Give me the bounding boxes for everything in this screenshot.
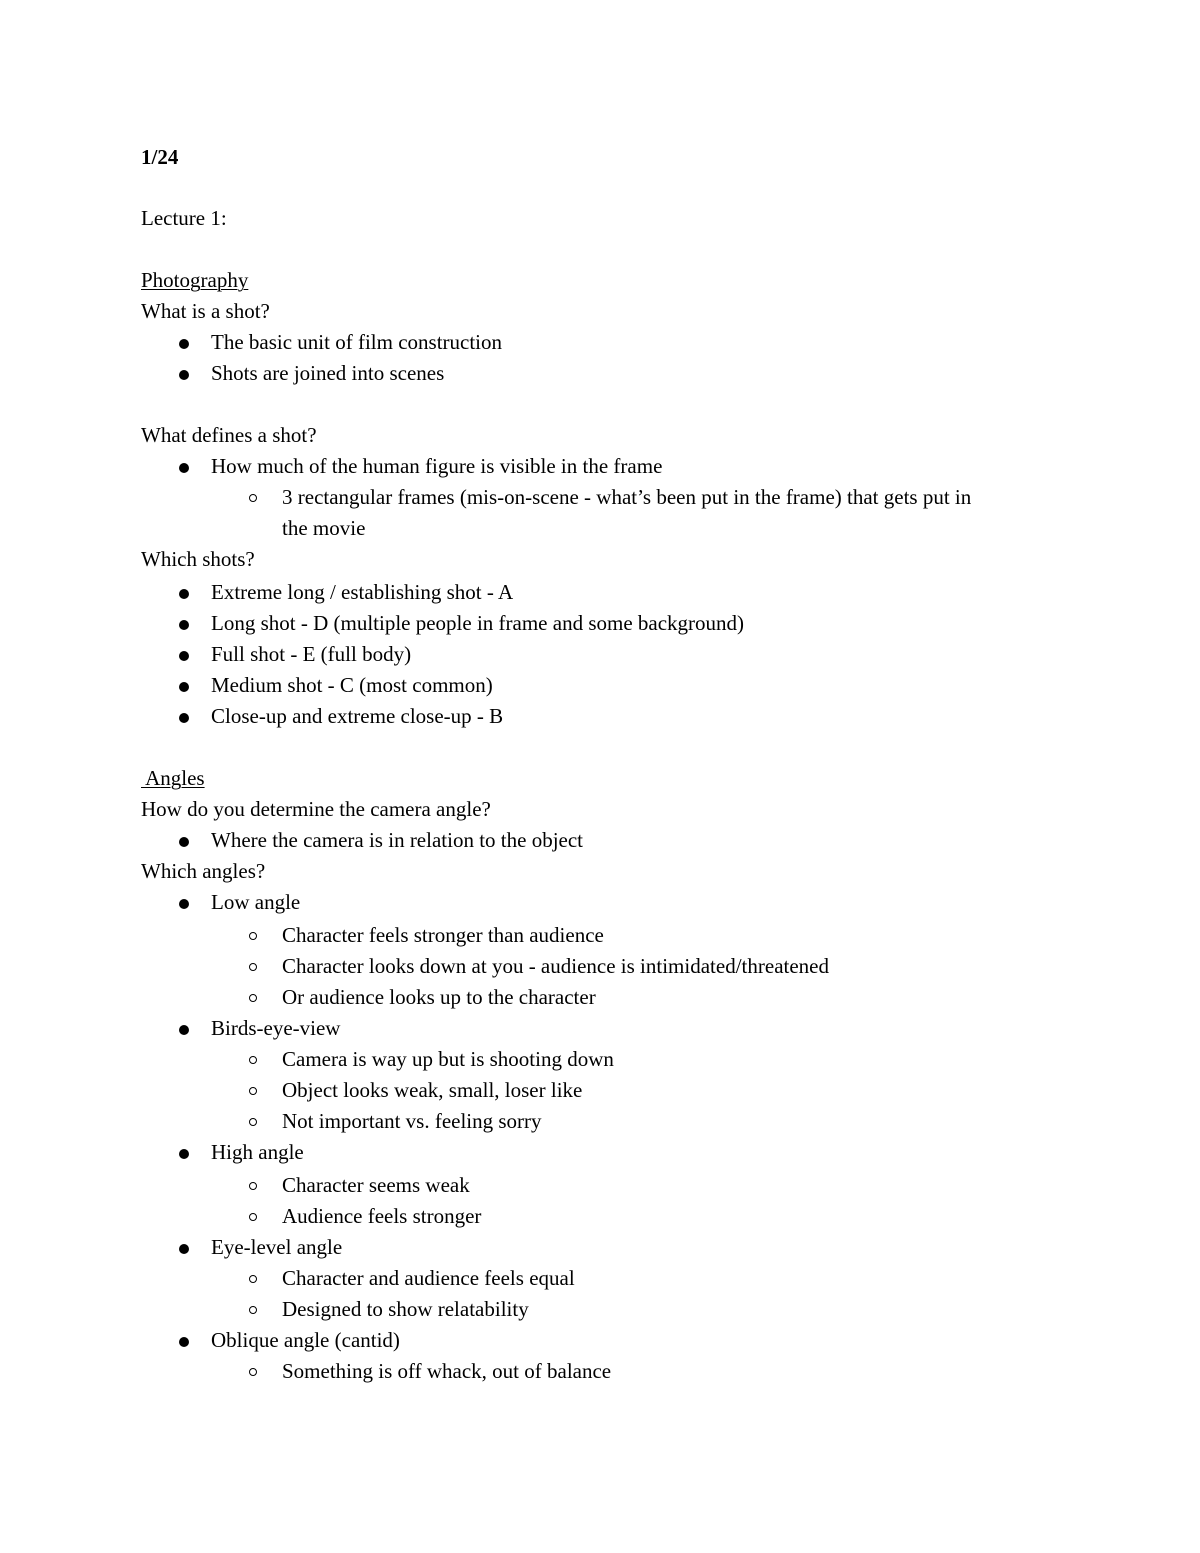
list-item: The basic unit of film construction [211, 330, 503, 354]
sub-list-item: Camera is way up but is shooting down [282, 1047, 614, 1071]
list-item: Oblique angle (cantid) [211, 1328, 400, 1352]
hollow-bullet-icon [249, 1087, 257, 1095]
hollow-bullet-icon [249, 1306, 257, 1314]
hollow-bullet-icon [249, 932, 257, 940]
list-item: Birds-eye-view [211, 1016, 341, 1040]
date-heading: 1/24 [141, 145, 179, 169]
list-item: Medium shot - C (most common) [211, 673, 493, 697]
bullet-icon [179, 1337, 189, 1347]
bullet-icon [179, 651, 189, 661]
sub-list-item: Character feels stronger than audience [282, 923, 604, 947]
question-what-is-shot: What is a shot? [141, 299, 270, 323]
section-heading-angles: Angles [141, 766, 205, 790]
sub-list-item-continuation: the movie [282, 516, 366, 540]
bullet-icon [179, 1025, 189, 1035]
list-item: Low angle [211, 890, 301, 914]
bullet-icon [179, 620, 189, 630]
question-which-shots: Which shots? [141, 547, 255, 571]
bullet-icon [179, 682, 189, 692]
bullet-icon [179, 837, 189, 847]
list-item: Full shot - E (full body) [211, 642, 412, 666]
hollow-bullet-icon [249, 1182, 257, 1190]
list-item: Shots are joined into scenes [211, 361, 445, 385]
list-item: Eye-level angle [211, 1235, 343, 1259]
lecture-title: Lecture 1: [141, 206, 227, 230]
sub-list-item: Character seems weak [282, 1173, 470, 1197]
list-item: How much of the human figure is visible in the frame [211, 454, 663, 478]
bullet-icon [179, 1149, 189, 1159]
hollow-bullet-icon [249, 963, 257, 971]
bullet-icon [179, 899, 189, 909]
sub-list-item: Something is off whack, out of balance [282, 1359, 612, 1383]
bullet-icon [179, 339, 189, 349]
list-item: High angle [211, 1140, 304, 1164]
sub-list-item: Not important vs. feeling sorry [282, 1109, 542, 1133]
sub-list-item: Audience feels stronger [282, 1204, 482, 1228]
hollow-bullet-icon [249, 1118, 257, 1126]
list-item: Where the camera is in relation to the object [211, 828, 584, 852]
sub-list-item: Character and audience feels equal [282, 1266, 575, 1290]
hollow-bullet-icon [249, 1056, 257, 1064]
question-which-angles: Which angles? [141, 859, 266, 883]
bullet-icon [179, 713, 189, 723]
section-heading-photography: Photography [141, 268, 249, 292]
hollow-bullet-icon [249, 1275, 257, 1283]
hollow-bullet-icon [249, 1368, 257, 1376]
sub-list-item: Character looks down at you - audience is intimidated/threatened [282, 954, 829, 978]
question-camera-angle: How do you determine the camera angle? [141, 797, 491, 821]
hollow-bullet-icon [249, 1213, 257, 1221]
bullet-icon [179, 463, 189, 473]
sub-list-item: Object looks weak, small, loser like [282, 1078, 583, 1102]
hollow-bullet-icon [249, 994, 257, 1002]
list-item: Long shot - D (multiple people in frame and some background) [211, 611, 745, 635]
sub-list-item: Or audience looks up to the character [282, 985, 596, 1009]
list-item: Close-up and extreme close-up - B [211, 704, 504, 728]
bullet-icon [179, 1244, 189, 1254]
sub-list-item: Designed to show relatability [282, 1297, 529, 1321]
list-item: Extreme long / establishing shot - A [211, 580, 514, 604]
bullet-icon [179, 589, 189, 599]
bullet-icon [179, 370, 189, 380]
hollow-bullet-icon [249, 494, 257, 502]
question-what-defines-shot: What defines a shot? [141, 423, 317, 447]
sub-list-item: 3 rectangular frames (mis-on-scene - what’s been put in the frame) that gets put in [282, 485, 972, 509]
